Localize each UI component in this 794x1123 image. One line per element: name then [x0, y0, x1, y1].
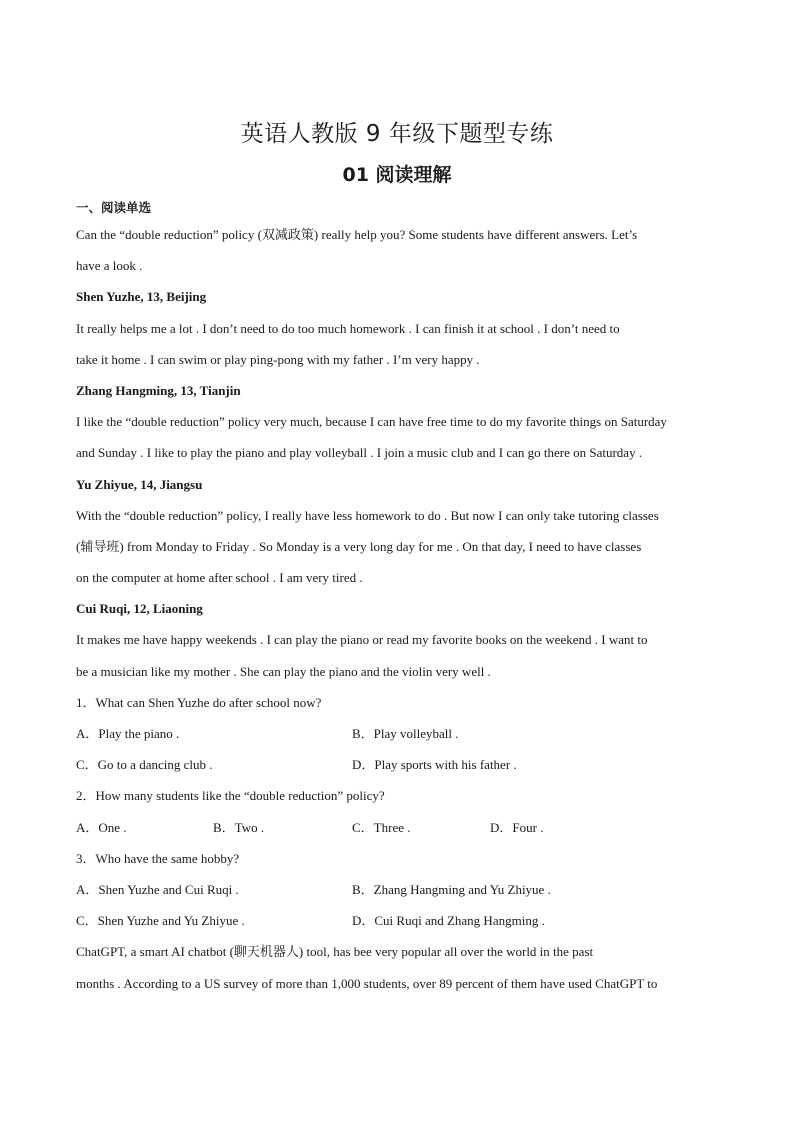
answer-option: C．Three . — [352, 819, 411, 835]
text-line: 3．Who have the same hobby? — [76, 850, 240, 866]
text-line: (辅导班) from Monday to Friday . So Monday is a very long day for me . On that day, I need to have classes — [76, 538, 642, 554]
document-body — [76, 219, 726, 999]
answer-options-row — [76, 905, 726, 936]
answer-options-row — [76, 812, 726, 843]
page-title: 英语人教版 9 年级下题型专练 — [240, 121, 554, 147]
speaker-heading: Cui Ruqi, 12, Liaoning — [76, 601, 203, 617]
speaker-heading: Yu Zhiyue, 14, Jiangsu — [76, 476, 203, 492]
answer-options-row — [76, 874, 726, 905]
answer-options-row — [76, 718, 726, 749]
text-line: Can the “double reduction” policy (双减政策) really help you? Some students have different answers. Let’s — [76, 227, 638, 242]
text-line: I like the “double reduction” policy very much, because I can have free time to do my favorite things on Saturday — [76, 414, 667, 430]
answer-option: A．One . — [76, 819, 127, 835]
text-line: 1．What can Shen Yuzhe do after school now? — [76, 694, 322, 710]
text-line: and Sunday . I like to play the piano and play volleyball . I join a music club and I can go there on Saturday . — [76, 445, 643, 461]
answer-option: A．Shen Yuzhe and Cui Ruqi . — [76, 881, 239, 897]
answer-option: D．Play sports with his father . — [352, 757, 517, 773]
text-line: have a look . — [76, 258, 143, 274]
text-line: It really helps me a lot . I don’t need to do too much homework . I can finish it at school . I don’t need to — [76, 320, 620, 336]
answer-option: D．Cui Ruqi and Zhang Hangming . — [352, 913, 545, 929]
answer-option: C．Shen Yuzhe and Yu Zhiyue . — [76, 913, 245, 929]
text-line: With the “double reduction” policy, I really have less homework to do . But now I can only take tutoring classes — [76, 507, 659, 523]
text-line: 2．How many students like the “double reduction” policy? — [76, 788, 385, 804]
answer-option: D．Four . — [490, 819, 544, 835]
text-line: take it home . I can swim or play ping-pong with my father . I’m very happy . — [76, 351, 480, 367]
speaker-heading: Shen Yuzhe, 13, Beijing — [76, 289, 207, 305]
page-subtitle: 01 阅读理解 — [342, 164, 452, 186]
text-line: ChatGPT, a smart AI chatbot (聊天机器人) tool, has bee very popular all over the world in the past — [76, 944, 594, 960]
speaker-heading: Zhang Hangming, 13, Tianjin — [76, 382, 241, 398]
answer-option: A．Play the piano . — [76, 726, 180, 741]
answer-option: B．Zhang Hangming and Yu Zhiyue . — [352, 881, 551, 897]
answer-option: B．Play volleyball . — [352, 726, 459, 741]
text-line: It makes me have happy weekends . I can play the piano or read my favorite books on the weekend . I want to — [76, 632, 648, 648]
answer-option: B．Two . — [213, 819, 265, 835]
text-line: be a musician like my mother . She can play the piano and the violin very well . — [76, 663, 491, 679]
answer-option: C．Go to a dancing club . — [76, 757, 213, 773]
section-heading: 一、阅读单选 — [76, 200, 152, 215]
answer-options-row — [76, 749, 726, 780]
text-line: on the computer at home after school . I am very tired . — [76, 570, 363, 586]
text-line: months . According to a US survey of more than 1,000 students, over 89 percent of them have used ChatGPT to — [76, 975, 658, 991]
